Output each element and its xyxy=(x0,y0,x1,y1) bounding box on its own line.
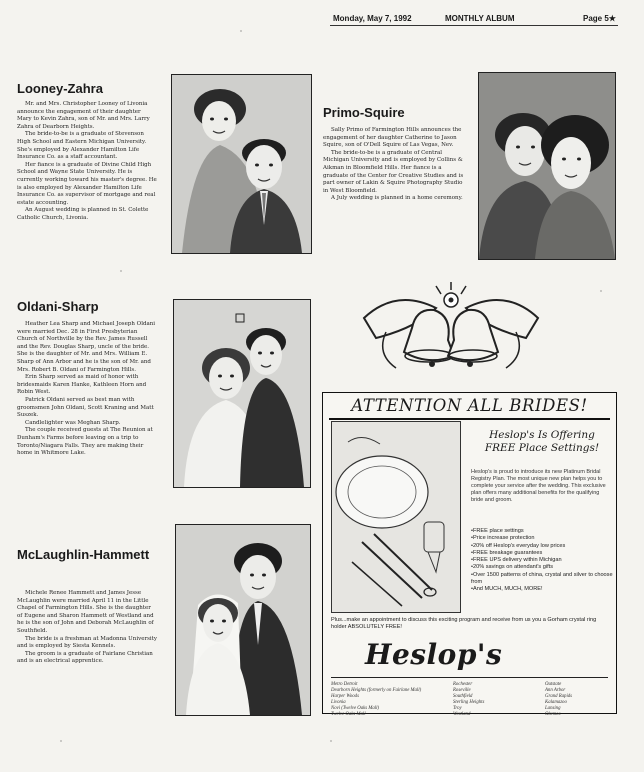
location: Sterling Heights xyxy=(453,700,485,705)
paragraph: The bride-to-be is a graduate of Stevenson High School and Eastern Michigan University. She's employed by Alexander Hamilton Life Insurance Co. as a staff accountant. xyxy=(17,131,147,161)
location: Westland xyxy=(453,712,471,717)
paragraph: A July wedding is planned in a home ceremony. xyxy=(331,195,463,202)
scan-speck xyxy=(600,290,602,292)
location: Twelve Oaks Mall xyxy=(331,712,366,717)
location: Troy xyxy=(453,706,462,711)
paragraph: Her fiance is a graduate of Divine Child High School and Wayne State University. He is currently working toward his master's degree. He is also employed by Alexander Hamilton Life Insurance Co. as supervisor of mortgage and real estate accounting. xyxy=(17,161,157,206)
list-item: • FREE place settings xyxy=(471,528,615,535)
header-rule xyxy=(330,25,618,26)
location: Metro Detroit xyxy=(331,682,358,687)
locations-column-3 xyxy=(545,682,611,718)
location: Rochester xyxy=(453,682,473,687)
scan-speck xyxy=(120,270,122,272)
list-item: • FREE UPS delivery within Michigan xyxy=(471,557,615,564)
mclaughlin-hammett-article xyxy=(17,590,157,666)
issue-date: Monday, May 7, 1992 xyxy=(333,14,412,23)
location: Lansing xyxy=(545,706,561,711)
paragraph: An August wedding is planned in St. Colette Catholic Church, Livonia. xyxy=(17,207,149,221)
mclaughlin-hammett-photo xyxy=(175,524,311,716)
section-name: MONTHLY ALBUM xyxy=(445,14,515,23)
location: Okemos xyxy=(545,712,561,717)
list-item: • FREE breakage guarantees xyxy=(471,550,615,557)
ad-title: ATTENTION ALL BRIDES! xyxy=(329,396,610,420)
location: Harper Woods xyxy=(331,694,359,699)
primo-squire-headline: Primo-Squire xyxy=(323,105,405,120)
wedding-bells-illustration xyxy=(356,278,546,378)
location: Kalamazoo xyxy=(545,700,567,705)
scan-speck xyxy=(330,740,332,742)
paragraph: Sally Primo of Farmington Hills announces the engagement of her daughter Catherine to Jason Squire, son of O'Dell Squire of Las Vegas, Nev. xyxy=(323,127,462,149)
scan-speck xyxy=(240,30,242,32)
looney-zahra-headline: Looney-Zahra xyxy=(17,81,103,96)
paragraph: Michele Renee Hammett and James Jesse McLaughlin were married April 11 in the Little Chapel of Farmington Hills. She is the daughter of Eugene and Sharon Hammett of Westland and he is the son of John and Deborah McLaughlin of Southfield. xyxy=(17,590,154,634)
paragraph: The bride is a freshman at Madonna University and is employed by Siesta Kennels. xyxy=(17,635,157,650)
ad-offer-headline: Heslop's Is Offering FREE Place Settings! xyxy=(484,429,600,454)
paragraph: The groom is a graduate of Fairlane Christian and is an electrical apprentice. xyxy=(17,650,153,665)
location: Grand Rapids xyxy=(545,694,573,699)
list-item: • And MUCH, MUCH, MORE! xyxy=(471,586,615,593)
heslops-advertisement xyxy=(322,392,617,717)
list-item: • Over 1500 patterns of china, crystal and silver to choose from xyxy=(471,572,615,587)
location: Livonia xyxy=(331,700,346,705)
location: Southfield xyxy=(453,694,473,699)
ad-benefits-list xyxy=(471,528,615,594)
paragraph: Mr. and Mrs. Christopher Looney of Livonia announce the engagement of their daughter Mary to Kevin Zahra, son of Mr. and Mrs. Larry Zahra of Dearborn Heights. xyxy=(17,101,150,130)
locations-column-2 xyxy=(453,682,533,718)
location: Dearborn Heights (formerly on Fairlane Mall) xyxy=(331,688,422,693)
list-item: • Price increase protection xyxy=(471,535,615,542)
location: Novi (Twelve Oaks Mall) xyxy=(331,706,380,711)
primo-squire-photo xyxy=(478,72,616,260)
paragraph: The bride-to-be is a graduate of Central Michigan University and is employed by Collins & Aikman in Bloomfield Hills. Her fiance is a graduate of the Center for Creative Studies and is part owner of Lakin & Squire Photography Studio in West Bloomfield. xyxy=(323,149,464,194)
paragraph: Erin Sharp served as maid of honor with bridesmaids Karen Hanke, Kathleen Horn and Robin West. xyxy=(17,374,147,396)
heslops-logo: Heslop's xyxy=(365,638,503,671)
divider xyxy=(331,677,608,678)
list-item: • 20% off Heslop's everyday low prices xyxy=(471,543,615,550)
location: Outstate xyxy=(545,682,562,687)
looney-zahra-photo xyxy=(171,74,312,254)
place-setting-illustration xyxy=(331,421,461,613)
location: Roseville xyxy=(453,688,471,693)
oldani-sharp-headline: Oldani-Sharp xyxy=(17,299,99,314)
paragraph: Heather Lea Sharp and Michael Joseph Oldani were married Dec. 28 in First Presbyterian Church of Northville by the Rev. James Russell and the Rev. Douglas Sharp, uncle of the bride. She is the daughter of Mr. and Mrs. William E. Sharp of Ann Arbor and he is the son of Mr. and Mrs. Robert B. Oldani of Farmington Hills. xyxy=(17,321,156,373)
page-number: Page 5★ xyxy=(583,14,616,23)
locations-column-1 xyxy=(331,682,435,718)
paragraph: Candlelighter was Meghan Sharp. xyxy=(25,419,121,426)
location: Ann Arbor xyxy=(545,688,566,693)
ad-description: Heslop's is proud to introduce its new Platinum Bridal Registry Plan. The most unique new plan helps you to complete your service after the wedding. This exclusive plan offers many additional benefits for the qualifying bride and groom. xyxy=(471,469,606,503)
looney-zahra-article xyxy=(17,101,157,223)
paragraph: The couple received guests at The Reunion at Dunham's Farms before leaving on a trip to Toronto/Niagara Falls. They are making their home in Whitmore Lake. xyxy=(17,427,153,457)
oldani-sharp-article xyxy=(17,321,157,458)
scan-speck xyxy=(60,740,62,742)
list-item: • 20% savings on attendant's gifts xyxy=(471,564,615,571)
primo-squire-article xyxy=(323,127,466,203)
paragraph: Patrick Oldani served as best man with groomsmen John Oldani, Scott Kraning and Matt Suszek. xyxy=(17,396,154,419)
ad-call-to-action: Plus...make an appointment to discuss this exciting program and receive from us you a Gorham crystal ring holder ABSOLUTELY FREE! xyxy=(331,617,597,630)
oldani-sharp-photo xyxy=(173,299,311,488)
mclaughlin-hammett-headline: McLaughlin-Hammett xyxy=(17,547,150,562)
